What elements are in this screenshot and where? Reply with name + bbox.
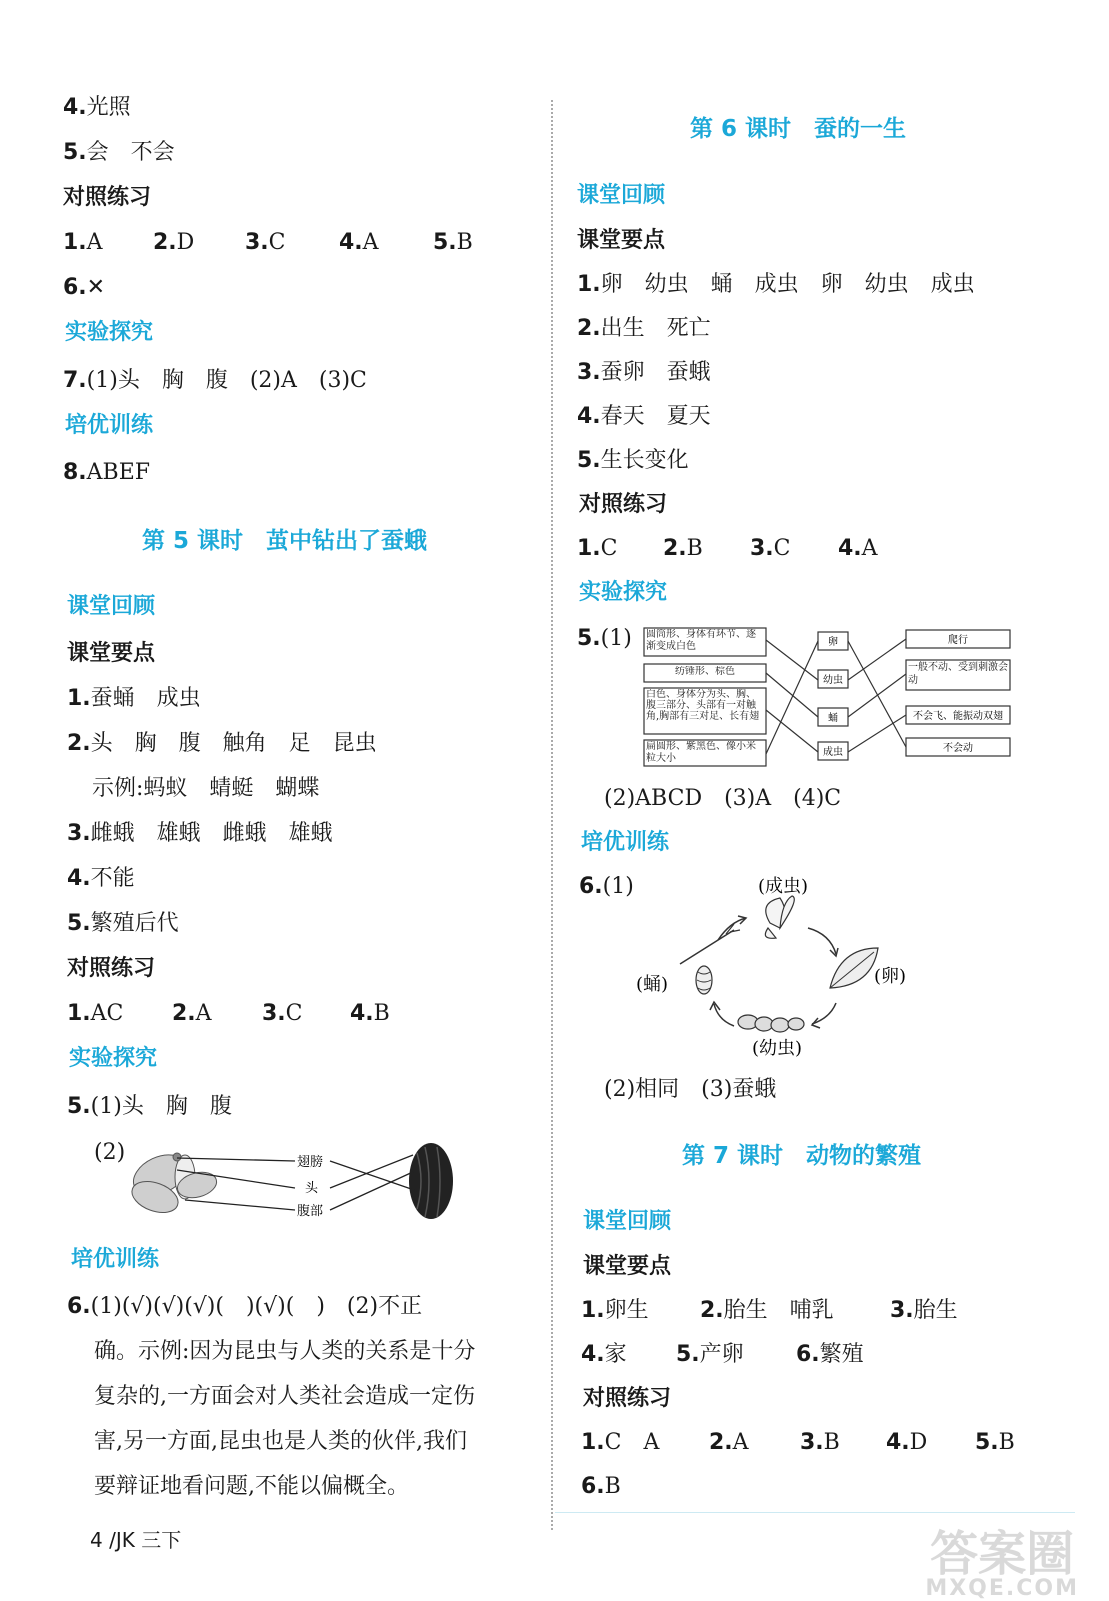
cycle-label-adult: (成虫) bbox=[758, 876, 809, 897]
answer-line: 2.出生 死亡 bbox=[577, 316, 711, 341]
answer-line: 3.雌蛾 雄蛾 雌蛾 雄蛾 bbox=[67, 821, 333, 846]
column-divider bbox=[551, 100, 553, 1530]
match-right-4: 不会动 bbox=[943, 743, 973, 754]
match-mid-pupa: 蛹 bbox=[828, 713, 838, 724]
butterfly-icon bbox=[765, 896, 794, 938]
answer-item: 3.B bbox=[800, 1430, 840, 1455]
answer-item: 4.A bbox=[339, 230, 379, 255]
section-heading: 培优训练 bbox=[65, 413, 154, 438]
answer-line: 5.(1) bbox=[577, 626, 632, 651]
answer-line: 3.蚕卵 蚕蛾 bbox=[577, 360, 711, 385]
subheading: 课堂要点 bbox=[583, 1254, 672, 1279]
watermark-main: 答案圈 bbox=[930, 1526, 1075, 1582]
answer-line: 示例:蚂蚁 蜻蜓 蝴蝶 bbox=[92, 776, 320, 801]
moth-label-abdomen: 腹部 bbox=[297, 1204, 324, 1219]
moth-cocoon-figure bbox=[125, 1135, 460, 1230]
answer-item: 2.A bbox=[172, 1001, 212, 1026]
answer-line: 5.(1)头 胸 腹 bbox=[67, 1094, 232, 1119]
answer-line: 5.会 不会 bbox=[63, 140, 175, 165]
subheading: 课堂要点 bbox=[577, 228, 666, 253]
answer-line: 要辩证地看问题,不能以偏概全。 bbox=[94, 1474, 409, 1499]
answer-item: 3.C bbox=[750, 536, 791, 561]
cycle-label-larva: (幼虫) bbox=[752, 1038, 803, 1059]
section-heading: 课堂回顾 bbox=[67, 594, 156, 619]
section-heading: 课堂回顾 bbox=[583, 1209, 672, 1234]
silkworm-matching-diagram bbox=[640, 624, 1016, 769]
cocoon-icon bbox=[409, 1143, 453, 1219]
moth-label-wing: 翅膀 bbox=[297, 1155, 324, 1170]
answer-item: 2.B bbox=[663, 536, 703, 561]
answer-line: 5.繁殖后代 bbox=[67, 911, 179, 936]
answer-item: 1.A bbox=[63, 230, 103, 255]
answer-line: 4.不能 bbox=[67, 866, 135, 891]
lesson-title: 第 6 课时 蚕的一生 bbox=[690, 116, 907, 142]
page-footer bbox=[90, 1525, 181, 1555]
answer-line: (2) bbox=[94, 1140, 126, 1165]
section-heading: 培优训练 bbox=[71, 1247, 160, 1272]
match-right-2: 一般不动、受到刺激会动 bbox=[908, 662, 1008, 686]
book-label: /JK 三下 bbox=[109, 1528, 182, 1552]
lesson-title: 第 5 课时 茧中钻出了蚕蛾 bbox=[142, 528, 428, 554]
answer-line: 2.头 胸 腹 触角 足 昆虫 bbox=[67, 731, 377, 756]
answer-line: 复杂的,一方面会对人类社会造成一定伤 bbox=[94, 1384, 475, 1409]
match-left-4: 扁圆形、紫黑色、像小米粒大小 bbox=[646, 741, 756, 764]
answer-item: 1.AC bbox=[67, 1001, 124, 1026]
answer-line: 7.(1)头 胸 腹 (2)A (3)C bbox=[63, 368, 367, 393]
watermark-logo bbox=[925, 1526, 1079, 1601]
answer-item: 5.产卵 bbox=[676, 1342, 744, 1367]
larva-icon bbox=[738, 1015, 804, 1032]
answer-item: 1.C bbox=[577, 536, 618, 561]
answer-item: 1.C A bbox=[581, 1430, 660, 1455]
subheading: 对照练习 bbox=[63, 185, 152, 210]
answer-line: 5.生长变化 bbox=[577, 448, 689, 473]
section-heading: 实验探究 bbox=[65, 320, 154, 345]
match-mid-adult: 成虫 bbox=[823, 747, 843, 758]
cycle-label-pupa: (蛹) bbox=[636, 974, 669, 995]
pupa-icon bbox=[680, 924, 740, 994]
footer-rule bbox=[555, 1512, 1075, 1513]
answer-line: 6.B bbox=[581, 1474, 621, 1499]
match-mid-egg: 卵 bbox=[828, 637, 838, 648]
answer-item: 2.胎生 哺乳 bbox=[700, 1298, 834, 1323]
answer-item: 3.C bbox=[245, 230, 286, 255]
answer-line: (2)相同 (3)蚕蛾 bbox=[604, 1077, 777, 1102]
match-left-1: 圆筒形、身体有环节、逐渐变成白色 bbox=[646, 629, 756, 652]
answer-line: 1.蚕蛹 成虫 bbox=[67, 686, 201, 711]
answer-line: 4.光照 bbox=[63, 95, 131, 120]
lesson-title: 第 7 课时 动物的繁殖 bbox=[682, 1143, 922, 1169]
answer-item: 5.B bbox=[975, 1430, 1015, 1455]
subheading: 对照练习 bbox=[579, 492, 668, 517]
section-heading: 培优训练 bbox=[581, 830, 670, 855]
match-left-3: 白色、身体分为头、胸、腹三部分、头部有一对触角,胸部有三对足、长有翅 bbox=[646, 689, 760, 722]
answer-item: 1.卵生 bbox=[581, 1298, 649, 1323]
page-number: 4 bbox=[90, 1528, 103, 1552]
subheading: 对照练习 bbox=[67, 956, 156, 981]
moth-label-head: 头 bbox=[305, 1181, 319, 1196]
moth-icon bbox=[127, 1147, 219, 1219]
answer-line: 6.(1)(√)(√)(√)( )(√)( ) (2)不正 bbox=[67, 1294, 423, 1319]
answer-line: 6.✕ bbox=[63, 275, 106, 300]
match-right-1: 爬行 bbox=[948, 635, 968, 646]
answer-item: 4.家 bbox=[581, 1342, 627, 1367]
answer-line: 6.(1) bbox=[579, 874, 634, 899]
answer-item: 4.D bbox=[886, 1430, 928, 1455]
cycle-label-egg: (卵) bbox=[874, 966, 907, 987]
answer-item: 3.C bbox=[262, 1001, 303, 1026]
answer-line: 害,另一方面,昆虫也是人类的伙伴,我们 bbox=[94, 1429, 467, 1454]
answer-line: (2)ABCD (3)A (4)C bbox=[604, 786, 842, 811]
answer-item: 2.A bbox=[709, 1430, 749, 1455]
answer-item: 6.繁殖 bbox=[796, 1342, 864, 1367]
answer-item: 4.A bbox=[838, 536, 878, 561]
match-left-2: 纺锤形、棕色 bbox=[675, 666, 735, 677]
match-right-3: 不会飞、能振动双翅 bbox=[913, 711, 1003, 722]
answer-line: 1.卵 幼虫 蛹 成虫 卵 幼虫 成虫 bbox=[577, 272, 975, 297]
silkworm-life-cycle bbox=[630, 868, 950, 1068]
answer-line: 确。示例:因为昆虫与人类的关系是十分 bbox=[94, 1339, 476, 1364]
answer-item: 3.胎生 bbox=[890, 1298, 958, 1323]
subheading: 课堂要点 bbox=[67, 641, 156, 666]
answer-line: 4.春天 夏天 bbox=[577, 404, 711, 429]
section-heading: 课堂回顾 bbox=[577, 183, 666, 208]
answer-item: 4.B bbox=[350, 1001, 390, 1026]
answer-item: 2.D bbox=[153, 230, 195, 255]
match-mid-larva: 幼虫 bbox=[823, 675, 843, 686]
section-heading: 实验探究 bbox=[579, 580, 668, 605]
answer-line: 8.ABEF bbox=[63, 460, 151, 485]
subheading: 对照练习 bbox=[583, 1386, 672, 1411]
watermark-sub: MXQE.COM bbox=[925, 1576, 1079, 1601]
answer-item: 5.B bbox=[433, 230, 473, 255]
section-heading: 实验探究 bbox=[69, 1046, 158, 1071]
